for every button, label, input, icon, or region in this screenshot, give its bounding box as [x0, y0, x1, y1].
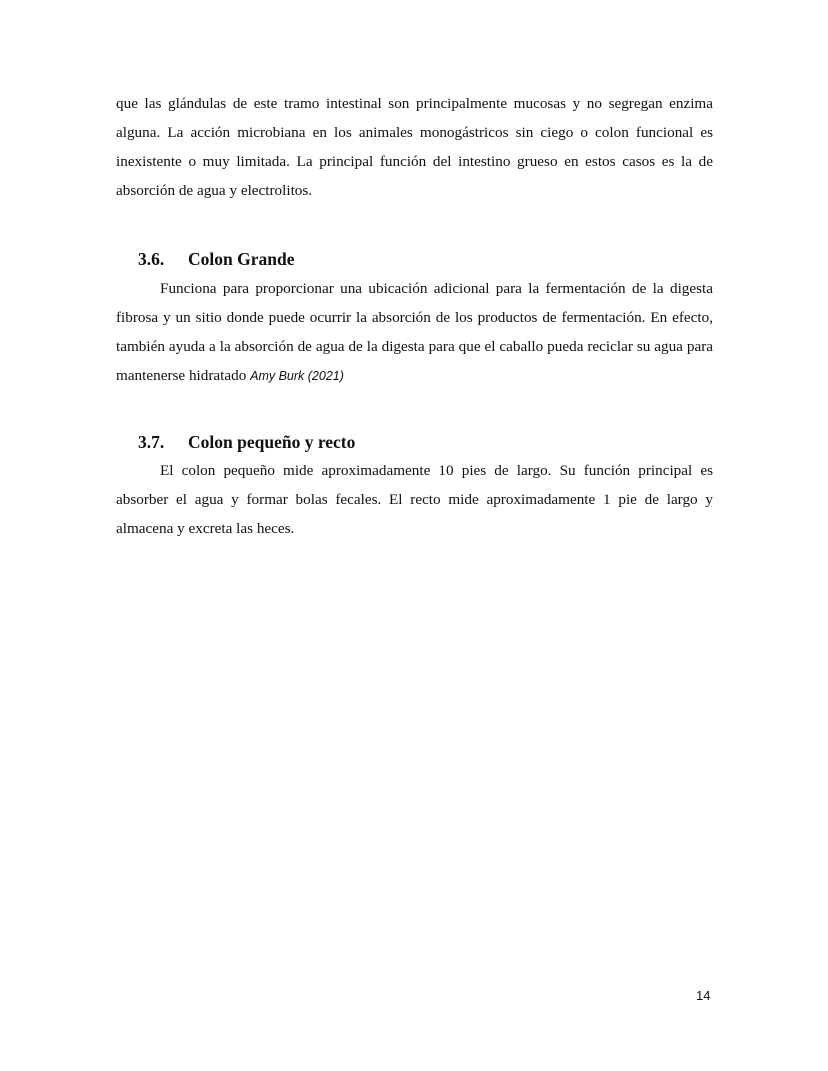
citation: Amy Burk (2021) [250, 369, 344, 383]
section-number: 3.7. [138, 432, 165, 452]
section-3-6-body: Funciona para proporcionar una ubicación adicional para la fermentación de la digesta fibrosa y un sitio donde puede ocurrir la absorción de los productos de fermentación. En efecto, también ayuda a la absorción de agua de la digesta para que el caballo pueda reciclar su agua para mantenerse hidratado [116, 280, 713, 384]
section-title: Colon Grande [188, 249, 295, 269]
intro-paragraph: que las glándulas de este tramo intestinal son principalmente mucosas y no segregan enzima alguna. La acción microbiana en los animales monogástricos sin ciego o colon funcional es inexistente o muy limitada. La principal función del intestino grueso en estos casos es la de absorción de agua y electrolitos. [116, 95, 713, 199]
page-number: 14 [696, 988, 711, 1003]
section-title: Colon pequeño y recto [188, 432, 356, 452]
section-3-7-paragraph: El colon pequeño mide aproximadamente 10 pies de largo. Su función principal es absorber el agua y formar bolas fecales. El recto mide aproximadamente 1 pie de largo y almacena y excreta las heces. [116, 462, 713, 537]
section-heading-3-7 [138, 432, 355, 453]
section-number: 3.6. [138, 249, 165, 269]
section-heading-3-6 [138, 249, 294, 270]
section-3-6-paragraph [116, 274, 713, 391]
